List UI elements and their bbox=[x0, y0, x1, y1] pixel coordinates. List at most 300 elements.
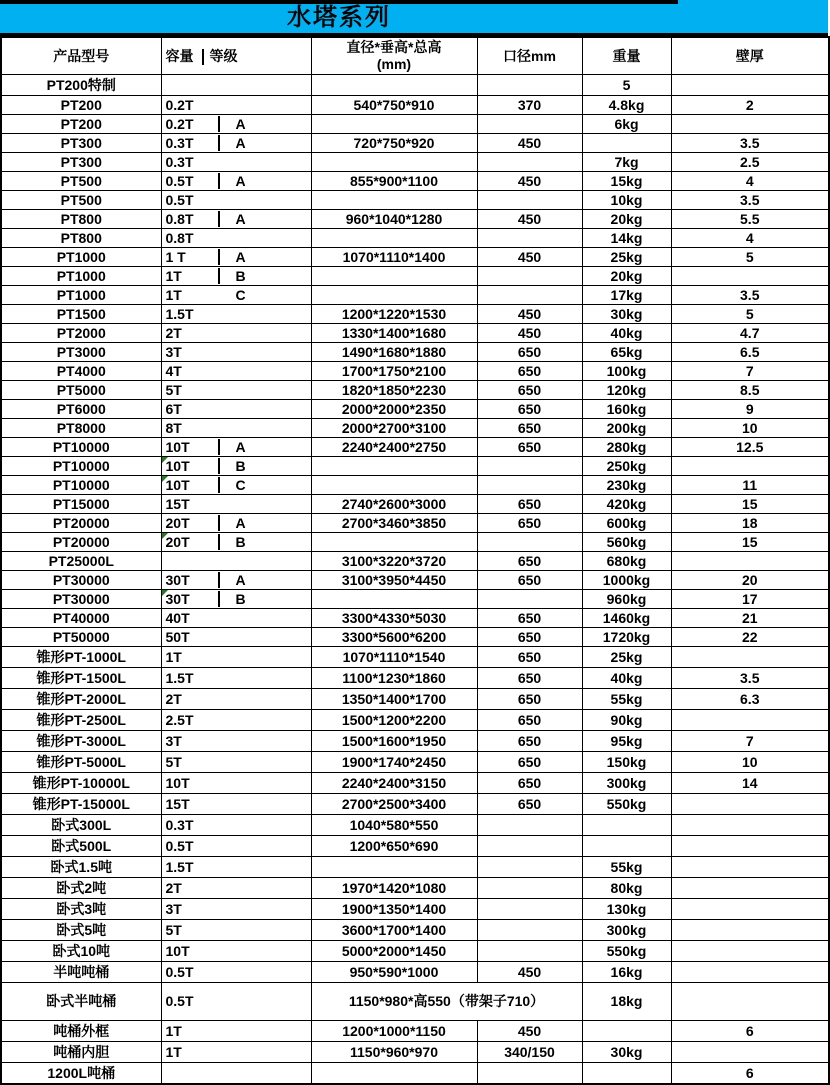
capacity-value: 0.8T bbox=[165, 210, 194, 227]
cell-caliber: 450 bbox=[477, 209, 582, 228]
cell-caliber: 370 bbox=[477, 95, 582, 114]
capacity-value: 3T bbox=[165, 732, 182, 749]
cell-wall-thickness: 15 bbox=[671, 494, 829, 513]
capacity-value: 0.5T bbox=[165, 172, 194, 189]
cell-model: 锥形PT-10000L bbox=[1, 772, 161, 793]
table-row bbox=[1, 709, 829, 730]
cell-dimensions: 2740*2600*3000 bbox=[311, 494, 477, 513]
cell-caliber: 450 bbox=[477, 133, 582, 152]
cell-model: PT500 bbox=[1, 190, 161, 209]
cell-capacity bbox=[161, 982, 311, 1020]
cell-model: 卧式5吨 bbox=[1, 919, 161, 940]
grade-value: A bbox=[235, 248, 246, 265]
cell-wall-thickness: 15 bbox=[671, 532, 829, 551]
capacity-value: 10T bbox=[165, 457, 190, 474]
table-row bbox=[1, 793, 829, 814]
cell-wall-thickness: 2 bbox=[671, 95, 829, 114]
table-row bbox=[1, 667, 829, 688]
cell-dimensions: 540*750*910 bbox=[311, 95, 477, 114]
cell-model: 锥形PT-1000L bbox=[1, 646, 161, 667]
table-row bbox=[1, 74, 829, 95]
table-row bbox=[1, 361, 829, 380]
cell-capacity bbox=[161, 152, 311, 171]
col-header-caliber: 口径mm bbox=[477, 37, 582, 74]
cell-caliber bbox=[477, 456, 582, 475]
capacity-value: 15T bbox=[165, 795, 190, 812]
cell-weight: 200kg bbox=[582, 418, 671, 437]
header-row bbox=[1, 37, 829, 74]
cell-caliber bbox=[477, 919, 582, 940]
cell-caliber: 650 bbox=[477, 380, 582, 399]
cell-caliber: 650 bbox=[477, 608, 582, 627]
cell-capacity bbox=[161, 1020, 311, 1041]
capacity-value: 10T bbox=[165, 476, 190, 493]
grade-value: C bbox=[235, 476, 246, 493]
cell-capacity bbox=[161, 304, 311, 323]
capacity-value: 1.5T bbox=[165, 305, 194, 322]
cell-model: PT1500 bbox=[1, 304, 161, 323]
cell-caliber: 650 bbox=[477, 551, 582, 570]
cell-dimensions bbox=[311, 266, 477, 285]
error-indicator-icon bbox=[162, 533, 168, 539]
cell-weight: 25kg bbox=[582, 646, 671, 667]
cell-weight: 80kg bbox=[582, 877, 671, 898]
cell-dimensions bbox=[311, 74, 477, 95]
cell-dimensions: 1070*1110*1400 bbox=[311, 247, 477, 266]
cell-weight: 55kg bbox=[582, 856, 671, 877]
table-row bbox=[1, 856, 829, 877]
cell-caliber: 450 bbox=[477, 1020, 582, 1041]
cell-capacity bbox=[161, 456, 311, 475]
cell-weight: 680kg bbox=[582, 551, 671, 570]
cell-wall-thickness bbox=[671, 856, 829, 877]
table-row bbox=[1, 751, 829, 772]
cell-caliber bbox=[477, 532, 582, 551]
cell-caliber bbox=[477, 898, 582, 919]
cell-wall-thickness: 6 bbox=[671, 1020, 829, 1041]
col-header-model: 产品型号 bbox=[1, 37, 161, 74]
cell-dimensions: 1700*1750*2100 bbox=[311, 361, 477, 380]
cell-dimensions: 1820*1850*2230 bbox=[311, 380, 477, 399]
cell-weight bbox=[582, 1020, 671, 1041]
grade-value: A bbox=[235, 134, 246, 151]
capacity-value: 0.5T bbox=[165, 837, 194, 854]
cell-weight bbox=[582, 1062, 671, 1084]
cell-model: 吨桶外框 bbox=[1, 1020, 161, 1041]
table-row bbox=[1, 961, 829, 982]
cell-capacity bbox=[161, 266, 311, 285]
cell-wall-thickness bbox=[671, 982, 829, 1020]
cell-weight: 250kg bbox=[582, 456, 671, 475]
cell-capacity bbox=[161, 646, 311, 667]
cell-capacity bbox=[161, 74, 311, 95]
cell-wall-thickness bbox=[671, 940, 829, 961]
capacity-value: 1T bbox=[165, 1043, 182, 1060]
cell-caliber: 450 bbox=[477, 961, 582, 982]
cell-wall-thickness: 10 bbox=[671, 418, 829, 437]
cell-dimensions: 1150*980*高550（带架子710） bbox=[311, 982, 582, 1020]
cell-weight: 17kg bbox=[582, 285, 671, 304]
grade-value: B bbox=[235, 533, 246, 550]
cell-capacity bbox=[161, 608, 311, 627]
table-row bbox=[1, 1062, 829, 1084]
capacity-value: 0.2T bbox=[165, 115, 194, 132]
cell-dimensions: 1070*1110*1540 bbox=[311, 646, 477, 667]
cell-weight: 5 bbox=[582, 74, 671, 95]
cell-caliber: 650 bbox=[477, 418, 582, 437]
cell-wall-thickness bbox=[671, 456, 829, 475]
cell-dimensions: 3100*3220*3720 bbox=[311, 551, 477, 570]
col-header-grade: 等级 bbox=[209, 47, 238, 64]
cell-wall-thickness: 4 bbox=[671, 228, 829, 247]
table-row bbox=[1, 730, 829, 751]
cell-caliber: 650 bbox=[477, 399, 582, 418]
cell-caliber bbox=[477, 856, 582, 877]
cell-dimensions: 1900*1350*1400 bbox=[311, 898, 477, 919]
cell-weight: 16kg bbox=[582, 961, 671, 982]
cell-caliber bbox=[477, 475, 582, 494]
cell-caliber bbox=[477, 114, 582, 133]
table-row bbox=[1, 513, 829, 532]
cell-dimensions: 2700*2500*3400 bbox=[311, 793, 477, 814]
cell-weight: 25kg bbox=[582, 247, 671, 266]
cell-capacity bbox=[161, 877, 311, 898]
error-indicator-icon bbox=[162, 457, 168, 463]
cell-model: 卧式300L bbox=[1, 814, 161, 835]
cell-wall-thickness: 8.5 bbox=[671, 380, 829, 399]
cell-weight: 100kg bbox=[582, 361, 671, 380]
cell-capacity bbox=[161, 835, 311, 856]
cell-caliber: 650 bbox=[477, 730, 582, 751]
table-row bbox=[1, 688, 829, 709]
cell-caliber: 450 bbox=[477, 304, 582, 323]
cell-wall-thickness bbox=[671, 877, 829, 898]
cell-weight: 300kg bbox=[582, 919, 671, 940]
capacity-value: 0.8T bbox=[165, 229, 194, 246]
table-title-bar bbox=[0, 0, 828, 36]
cell-caliber: 650 bbox=[477, 494, 582, 513]
cell-capacity bbox=[161, 688, 311, 709]
cell-capacity bbox=[161, 437, 311, 456]
col-header-wall-thickness: 壁厚 bbox=[671, 37, 829, 74]
capacity-value: 0.3T bbox=[165, 816, 194, 833]
cell-model: PT25000L bbox=[1, 551, 161, 570]
cell-caliber: 650 bbox=[477, 513, 582, 532]
error-indicator-icon bbox=[162, 590, 168, 596]
cell-dimensions: 1100*1230*1860 bbox=[311, 667, 477, 688]
table-row bbox=[1, 835, 829, 856]
cell-weight: 65kg bbox=[582, 342, 671, 361]
cell-capacity bbox=[161, 793, 311, 814]
cell-model: PT200特制 bbox=[1, 74, 161, 95]
capacity-value: 0.5T bbox=[165, 191, 194, 208]
capacity-value: 3T bbox=[165, 900, 182, 917]
cell-weight: 160kg bbox=[582, 399, 671, 418]
table-row bbox=[1, 266, 829, 285]
cell-model: 锥形PT-1500L bbox=[1, 667, 161, 688]
cell-caliber: 650 bbox=[477, 793, 582, 814]
cell-wall-thickness bbox=[671, 1041, 829, 1062]
error-indicator-icon bbox=[162, 476, 168, 482]
table-row bbox=[1, 814, 829, 835]
table-row bbox=[1, 608, 829, 627]
cell-dimensions: 2240*2400*2750 bbox=[311, 437, 477, 456]
table-row bbox=[1, 898, 829, 919]
cell-capacity bbox=[161, 1062, 311, 1084]
cell-capacity bbox=[161, 285, 311, 304]
col-header-capacity-grade bbox=[161, 37, 311, 74]
cell-weight: 130kg bbox=[582, 898, 671, 919]
cell-capacity bbox=[161, 171, 311, 190]
cell-weight: 18kg bbox=[582, 982, 671, 1020]
cell-model: PT1000 bbox=[1, 285, 161, 304]
col-header-weight: 重量 bbox=[582, 37, 671, 74]
cell-dimensions bbox=[311, 589, 477, 608]
table-row bbox=[1, 532, 829, 551]
cell-dimensions: 2000*2000*2350 bbox=[311, 399, 477, 418]
cell-dimensions: 1200*1220*1530 bbox=[311, 304, 477, 323]
cell-wall-thickness bbox=[671, 709, 829, 730]
cell-dimensions: 2240*2400*3150 bbox=[311, 772, 477, 793]
capacity-value: 1.5T bbox=[165, 669, 194, 686]
cell-model: PT50000 bbox=[1, 627, 161, 646]
col-header-dimensions bbox=[311, 37, 477, 74]
cell-wall-thickness bbox=[671, 266, 829, 285]
cell-wall-thickness bbox=[671, 835, 829, 856]
cell-caliber: 650 bbox=[477, 627, 582, 646]
cell-wall-thickness bbox=[671, 551, 829, 570]
cell-weight: 7kg bbox=[582, 152, 671, 171]
cell-caliber: 650 bbox=[477, 646, 582, 667]
cell-dimensions: 2000*2700*3100 bbox=[311, 418, 477, 437]
table-row bbox=[1, 247, 829, 266]
table-row bbox=[1, 919, 829, 940]
capacity-value: 2T bbox=[165, 690, 182, 707]
cell-model: PT10000 bbox=[1, 456, 161, 475]
cell-wall-thickness: 3.5 bbox=[671, 667, 829, 688]
capacity-value: 6T bbox=[165, 400, 182, 417]
cell-dimensions: 1200*650*690 bbox=[311, 835, 477, 856]
cell-capacity bbox=[161, 730, 311, 751]
cell-capacity bbox=[161, 919, 311, 940]
cell-model: 锥形PT-2000L bbox=[1, 688, 161, 709]
cell-model: PT2000 bbox=[1, 323, 161, 342]
cell-wall-thickness: 4 bbox=[671, 171, 829, 190]
cell-capacity bbox=[161, 898, 311, 919]
product-spec-table bbox=[0, 36, 830, 1085]
cell-capacity bbox=[161, 532, 311, 551]
cell-wall-thickness: 7 bbox=[671, 730, 829, 751]
cell-dimensions: 1200*1000*1150 bbox=[311, 1020, 477, 1041]
capacity-value: 3T bbox=[165, 343, 182, 360]
cell-capacity bbox=[161, 667, 311, 688]
table-row bbox=[1, 570, 829, 589]
table-row bbox=[1, 877, 829, 898]
cell-dimensions: 855*900*1100 bbox=[311, 171, 477, 190]
cell-weight: 4.8kg bbox=[582, 95, 671, 114]
cell-wall-thickness: 20 bbox=[671, 570, 829, 589]
cell-dimensions bbox=[311, 228, 477, 247]
cell-dimensions: 1150*960*970 bbox=[311, 1041, 477, 1062]
table-row bbox=[1, 418, 829, 437]
cell-caliber: 650 bbox=[477, 688, 582, 709]
cell-dimensions: 3300*5600*6200 bbox=[311, 627, 477, 646]
table-row bbox=[1, 437, 829, 456]
capacity-value: 10T bbox=[165, 438, 190, 455]
capacity-value: 0.3T bbox=[165, 134, 194, 151]
cell-wall-thickness: 5 bbox=[671, 247, 829, 266]
capacity-value: 20T bbox=[165, 514, 190, 531]
cell-model: PT1000 bbox=[1, 247, 161, 266]
cell-model: 吨桶内胆 bbox=[1, 1041, 161, 1062]
grade-value: A bbox=[235, 115, 246, 132]
cell-weight: 14kg bbox=[582, 228, 671, 247]
cell-model: PT1000 bbox=[1, 266, 161, 285]
table-row bbox=[1, 399, 829, 418]
grade-value: C bbox=[235, 286, 246, 303]
cell-caliber: 650 bbox=[477, 667, 582, 688]
col-header-dimensions-line1: 直径*垂高*总高 bbox=[346, 38, 442, 55]
cell-model: PT500 bbox=[1, 171, 161, 190]
cell-wall-thickness bbox=[671, 793, 829, 814]
cell-caliber bbox=[477, 266, 582, 285]
cell-weight: 90kg bbox=[582, 709, 671, 730]
table-row bbox=[1, 646, 829, 667]
cell-wall-thickness: 14 bbox=[671, 772, 829, 793]
cell-capacity bbox=[161, 342, 311, 361]
cell-capacity bbox=[161, 361, 311, 380]
cell-dimensions bbox=[311, 856, 477, 877]
cell-wall-thickness bbox=[671, 961, 829, 982]
cell-weight bbox=[582, 814, 671, 835]
cell-wall-thickness: 3.5 bbox=[671, 190, 829, 209]
cell-wall-thickness: 7 bbox=[671, 361, 829, 380]
cell-caliber: 650 bbox=[477, 772, 582, 793]
cell-capacity bbox=[161, 627, 311, 646]
capacity-value: 15T bbox=[165, 495, 190, 512]
cell-weight: 55kg bbox=[582, 688, 671, 709]
cell-dimensions bbox=[311, 152, 477, 171]
cell-caliber bbox=[477, 1062, 582, 1084]
cell-wall-thickness: 4.7 bbox=[671, 323, 829, 342]
cell-model: PT3000 bbox=[1, 342, 161, 361]
cell-capacity bbox=[161, 418, 311, 437]
cell-capacity bbox=[161, 323, 311, 342]
cell-model: 锥形PT-3000L bbox=[1, 730, 161, 751]
cell-wall-thickness: 22 bbox=[671, 627, 829, 646]
table-row bbox=[1, 940, 829, 961]
cell-caliber bbox=[477, 152, 582, 171]
cell-weight bbox=[582, 835, 671, 856]
cell-caliber: 450 bbox=[477, 323, 582, 342]
cell-wall-thickness: 21 bbox=[671, 608, 829, 627]
cell-wall-thickness: 12.5 bbox=[671, 437, 829, 456]
cell-weight: 960kg bbox=[582, 589, 671, 608]
cell-caliber bbox=[477, 589, 582, 608]
cell-wall-thickness: 3.5 bbox=[671, 133, 829, 152]
table-row bbox=[1, 171, 829, 190]
cell-model: 卧式2吨 bbox=[1, 877, 161, 898]
cell-dimensions bbox=[311, 475, 477, 494]
cell-capacity bbox=[161, 961, 311, 982]
cell-dimensions bbox=[311, 456, 477, 475]
grade-value: A bbox=[235, 571, 246, 588]
cell-weight: 95kg bbox=[582, 730, 671, 751]
cell-dimensions: 1500*1200*2200 bbox=[311, 709, 477, 730]
cell-weight: 15kg bbox=[582, 171, 671, 190]
cell-wall-thickness bbox=[671, 114, 829, 133]
cell-dimensions: 1330*1400*1680 bbox=[311, 323, 477, 342]
cell-capacity bbox=[161, 570, 311, 589]
cell-dimensions: 960*1040*1280 bbox=[311, 209, 477, 228]
table-body bbox=[1, 74, 829, 1084]
table-row bbox=[1, 1041, 829, 1062]
col-header-capacity: 容量 bbox=[165, 47, 194, 64]
table-row bbox=[1, 114, 829, 133]
cell-dimensions: 1350*1400*1700 bbox=[311, 688, 477, 709]
capacity-value: 1T bbox=[165, 267, 182, 284]
table-row bbox=[1, 133, 829, 152]
cell-weight: 550kg bbox=[582, 793, 671, 814]
cell-wall-thickness bbox=[671, 646, 829, 667]
capacity-grade-divider bbox=[202, 49, 204, 65]
capacity-value: 2T bbox=[165, 879, 182, 896]
capacity-value: 40T bbox=[165, 609, 190, 626]
cell-wall-thickness: 9 bbox=[671, 399, 829, 418]
cell-weight: 6kg bbox=[582, 114, 671, 133]
cell-model: PT800 bbox=[1, 228, 161, 247]
capacity-value: 30T bbox=[165, 590, 190, 607]
cell-caliber: 450 bbox=[477, 171, 582, 190]
cell-model: 卧式3吨 bbox=[1, 898, 161, 919]
table-row bbox=[1, 152, 829, 171]
cell-caliber: 450 bbox=[477, 247, 582, 266]
capacity-value: 1T bbox=[165, 648, 182, 665]
cell-model: PT15000 bbox=[1, 494, 161, 513]
table-row bbox=[1, 589, 829, 608]
cell-caliber bbox=[477, 190, 582, 209]
cell-dimensions: 950*590*1000 bbox=[311, 961, 477, 982]
cell-model: PT200 bbox=[1, 95, 161, 114]
capacity-value: 10T bbox=[165, 774, 190, 791]
cell-caliber bbox=[477, 285, 582, 304]
cell-weight: 280kg bbox=[582, 437, 671, 456]
cell-model: 卧式10吨 bbox=[1, 940, 161, 961]
cell-wall-thickness: 11 bbox=[671, 475, 829, 494]
cell-weight: 230kg bbox=[582, 475, 671, 494]
cell-model: PT5000 bbox=[1, 380, 161, 399]
capacity-value: 0.5T bbox=[165, 963, 194, 980]
cell-capacity bbox=[161, 399, 311, 418]
cell-caliber: 650 bbox=[477, 437, 582, 456]
cell-model: 1200L吨桶 bbox=[1, 1062, 161, 1084]
cell-weight: 40kg bbox=[582, 667, 671, 688]
cell-caliber bbox=[477, 228, 582, 247]
cell-model: PT6000 bbox=[1, 399, 161, 418]
cell-weight: 150kg bbox=[582, 751, 671, 772]
table-row bbox=[1, 380, 829, 399]
cell-weight: 1720kg bbox=[582, 627, 671, 646]
cell-dimensions bbox=[311, 285, 477, 304]
cell-model: PT8000 bbox=[1, 418, 161, 437]
cell-weight bbox=[582, 133, 671, 152]
capacity-value: 20T bbox=[165, 533, 190, 550]
table-row bbox=[1, 456, 829, 475]
grade-value: A bbox=[235, 210, 246, 227]
table-row bbox=[1, 494, 829, 513]
capacity-value: 0.2T bbox=[165, 96, 194, 113]
capacity-value: 8T bbox=[165, 419, 182, 436]
